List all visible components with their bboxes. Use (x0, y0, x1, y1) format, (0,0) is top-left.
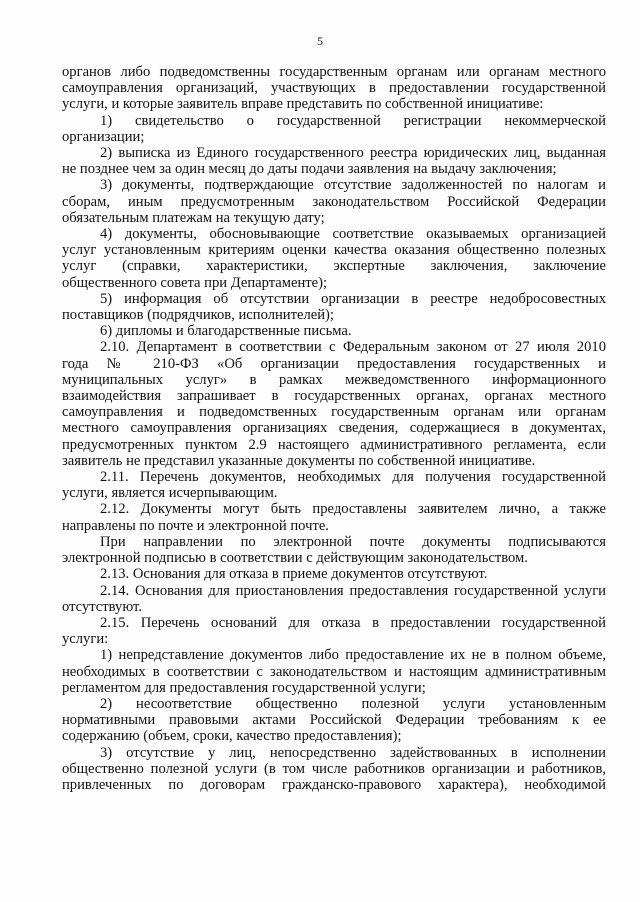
text-line: услуги: (62, 631, 109, 648)
text-line: необходимых в соответствии с законодательством и настоящим административным (62, 663, 606, 680)
text-line: 3) документы, подтверждающие отсутствие задолженностей по налогам и (100, 177, 606, 194)
text-line: муниципальных услуг» в рамках межведомственного информационного (62, 371, 606, 388)
text-line: 2.10. Департамент в соответствии с Федеральным законом от 27 июля 2010 (100, 339, 606, 356)
text-line: 2) выписка из Единого государственного реестра юридических лиц, выданная (100, 145, 606, 162)
text-line: 2.11. Перечень документов, необходимых для получения государственной (100, 469, 606, 486)
text-line: взаимодействия запрашивает в государственных органах, органах местного (62, 388, 606, 405)
page-number: 5 (317, 34, 323, 48)
text-line: местного самоуправления организациях сведения, содержащиеся в документах, (62, 420, 606, 437)
text-line: заявитель не представил указанные документы по собственной инициативе. (62, 452, 536, 469)
text-line: электронной подписью в соответствии с действующим законодательством. (62, 550, 528, 567)
text-line: 5) информация об отсутствии организации в реестре недобросовестных (100, 290, 606, 307)
text-line: услуги, является исчерпывающим. (62, 485, 278, 502)
text-line: года № 210-ФЗ «Об организации предоставления государственных и (62, 355, 606, 372)
text-line: отсутствуют. (62, 598, 142, 615)
text-line: поставщиков (подрядчиков, исполнителей); (62, 307, 334, 324)
text-line: 2.15. Перечень оснований для отказа в предоставлении государственной (100, 614, 606, 631)
text-line: 2.12. Документы могут быть предоставлены заявителем лично, а также (100, 501, 606, 518)
text-line: общественного совета при Департаменте); (62, 274, 328, 291)
text-line: 1) свидетельство о государственной регистрации некоммерческой (100, 112, 606, 129)
text-line: организации; (62, 128, 145, 145)
text-line: 2) несоответствие общественно полезной услуги установленным (100, 695, 606, 712)
text-line: предусмотренных пунктом 2.9 настоящего административного регламента, если (62, 436, 606, 453)
text-line: самоуправления и подведомственных государственным органам или органам (62, 404, 606, 421)
text-line: общественно полезной услуги (в том числе работников организации и работников, (62, 760, 606, 777)
text-line: При направлении по электронной почте документы подписываются (100, 533, 606, 550)
document-body (62, 64, 606, 793)
text-line: услуги, и которые заявитель вправе представить по собственной инициативе: (62, 96, 544, 113)
text-line: услуг (справки, характеристики, экспертные заключения, заключение (62, 258, 606, 275)
text-line: самоуправления организаций, участвующих в предоставлении государственной (62, 80, 606, 97)
text-line: 6) дипломы и благодарственные письма. (100, 323, 352, 340)
text-line: 4) документы, обосновывающие соответствие оказываемых организацией (100, 226, 606, 243)
text-line: не позднее чем за один месяц до даты подачи заявления на выдачу заключения; (62, 161, 557, 178)
text-line: услуг установленным критериям оценки качества оказания общественно полезных (62, 242, 606, 259)
text-line: 3) отсутствие у лиц, непосредственно задействованных в исполнении (100, 744, 606, 761)
text-line: привлеченных по договорам гражданско-правового характера), необходимой (62, 776, 606, 793)
text-line: 2.14. Основания для приостановления предоставления государственной услуги (100, 582, 606, 599)
text-line: 2.13. Основания для отказа в приеме документов отсутствуют. (100, 566, 488, 583)
text-line: нормативными правовыми актами Российской Федерации требованиям к ее (62, 712, 606, 729)
text-line: сборам, иным предусмотренным законодательством Российской Федерации (62, 193, 606, 210)
text-line: содержанию (объем, сроки, качество предоставления); (62, 728, 402, 745)
text-line: 1) непредставление документов либо предоставление их не в полном объеме, (100, 647, 606, 664)
text-line: органов либо подведомственны государственным органам или органам местного (62, 64, 606, 80)
text-line: обязательным платежам на текущую дату; (62, 209, 325, 226)
text-line: направлены по почте и электронной почте. (62, 517, 329, 534)
text-line: регламентом для предоставления государственной услуги; (62, 679, 426, 696)
